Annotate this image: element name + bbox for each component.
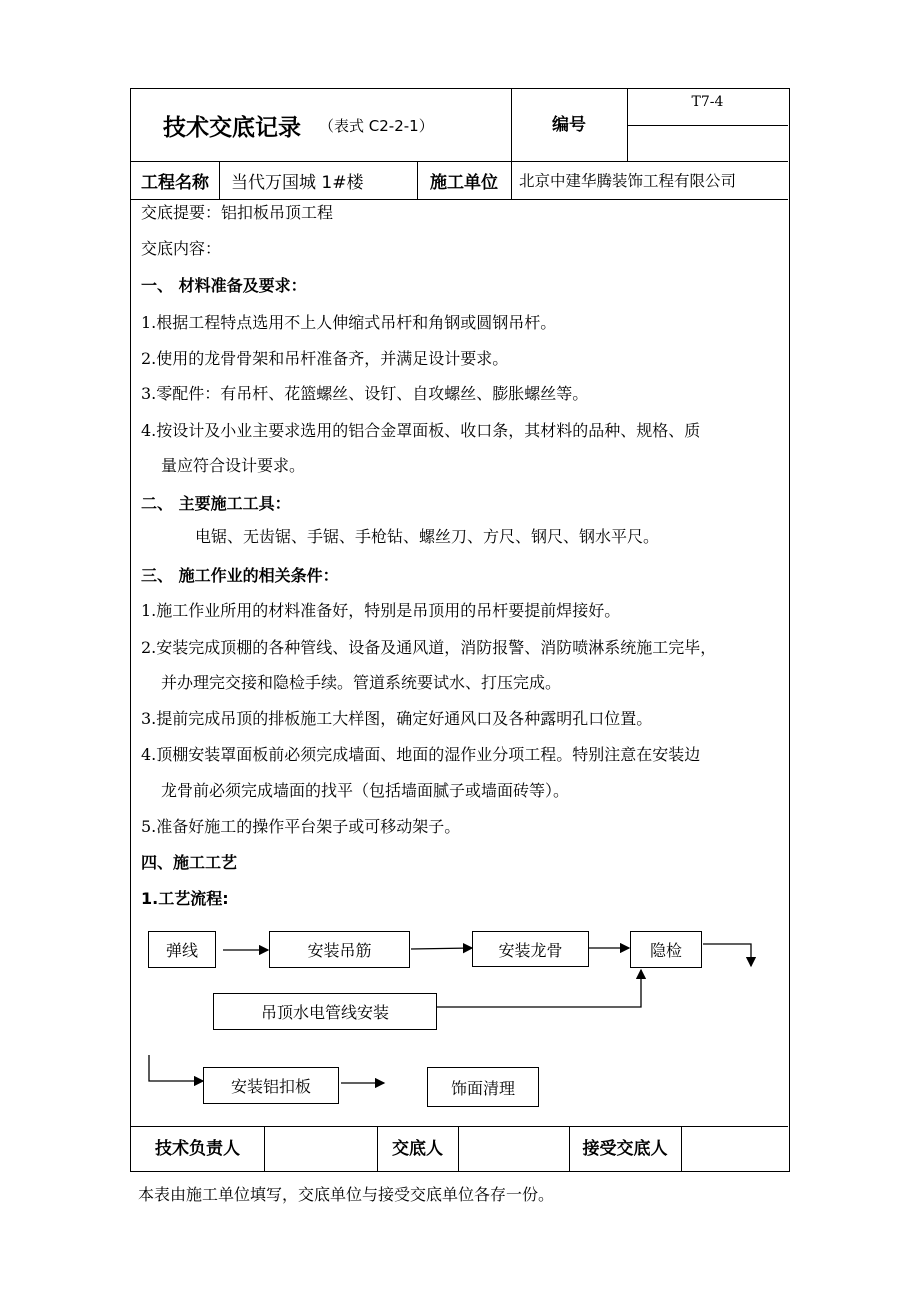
form-code: （表式 C2-2-1） [319, 116, 434, 135]
list-item-continuation: 龙骨前必须完成墙面的找平（包括墙面腻子或墙面砖等）。 [161, 781, 570, 800]
section-2-title: 二、 主要施工工具： [141, 494, 291, 513]
tech-lead-label: 技术负责人 [155, 1138, 240, 1159]
construction-unit-label: 施工单位 [430, 172, 498, 193]
section-4-title: 四、施工工艺 [141, 853, 238, 872]
list-item: 5.准备好施工的操作平台架子或可移动架子。 [141, 817, 461, 836]
receiver-label: 接受交底人 [582, 1138, 668, 1159]
flow-arrow [437, 970, 641, 1007]
list-item: 3.提前完成吊顶的排板施工大样图，确定好通风口及各种露明孔口位置。 [141, 709, 653, 728]
process-title: 1.工艺流程: [141, 889, 229, 908]
list-item-continuation: 并办理完交接和隐检手续。管道系统要试水、打压完成。 [161, 673, 562, 692]
section-1-title: 一、 材料准备及要求： [141, 276, 307, 295]
list-item-continuation: 量应符合设计要求。 [161, 456, 306, 475]
flow-step-snap-line: 弹线 [148, 931, 216, 968]
list-item: 4.按设计及小业主要求选用的铝合金罩面板、收口条，其材料的品种、规格、质 [141, 421, 701, 440]
project-name-label: 工程名称 [141, 172, 209, 193]
number-label: 编号 [552, 114, 586, 135]
list-item: 3.零配件：有吊杆、花篮螺丝、设钉、自攻螺丝、膨胀螺丝等。 [141, 384, 589, 403]
disclosure-content-label: 交底内容： [141, 239, 222, 258]
list-item: 1.施工作业所用的材料准备好，特别是吊顶用的吊杆要提前焊接好。 [141, 601, 621, 620]
construction-unit-value: 北京中建华腾装饰工程有限公司 [519, 172, 737, 190]
flow-step-install-keel: 安装龙骨 [472, 931, 589, 967]
list-item: 2.使用的龙骨骨架和吊杆准备齐，并满足设计要求。 [141, 349, 509, 368]
number-value: T7-4 [691, 94, 724, 110]
flow-step-surface-cleaning: 饰面清理 [427, 1067, 539, 1107]
disclosure-form [130, 88, 790, 1172]
flow-arrow [149, 1055, 203, 1081]
flow-step-install-hangers: 安装吊筋 [269, 931, 410, 968]
discloser-label: 交底人 [392, 1138, 443, 1159]
tools-list: 电锯、无齿锯、手锯、手枪钻、螺丝刀、方尺、钢尺、钢水平尺。 [195, 527, 660, 546]
form-title: 技术交底记录 [163, 114, 301, 141]
list-item: 1.根据工程特点选用不上人伸缩式吊杆和角钢或圆钢吊杆。 [141, 313, 557, 332]
flow-step-install-panels: 安装铝扣板 [203, 1067, 339, 1104]
list-item: 2.安装完成顶棚的各种管线、设备及通风道，消防报警、消防喷淋系统施工完毕， [141, 638, 717, 657]
flow-step-concealed-inspection: 隐检 [630, 931, 702, 968]
section-3-title: 三、 施工作业的相关条件： [141, 566, 339, 585]
flow-arrow [411, 948, 472, 949]
project-name-value: 当代万国城 1#楼 [231, 172, 364, 193]
list-item: 4.顶棚安装罩面板前必须完成墙面、地面的湿作业分项工程。特别注意在安装边 [141, 745, 701, 764]
flow-arrow [703, 944, 751, 966]
footnote: 本表由施工单位填写，交底单位与接受交底单位各存一份。 [138, 1185, 555, 1204]
flow-step-utility-lines: 吊顶水电管线安装 [213, 993, 437, 1030]
disclosure-summary: 交底提要：铝扣板吊顶工程 [141, 203, 334, 222]
